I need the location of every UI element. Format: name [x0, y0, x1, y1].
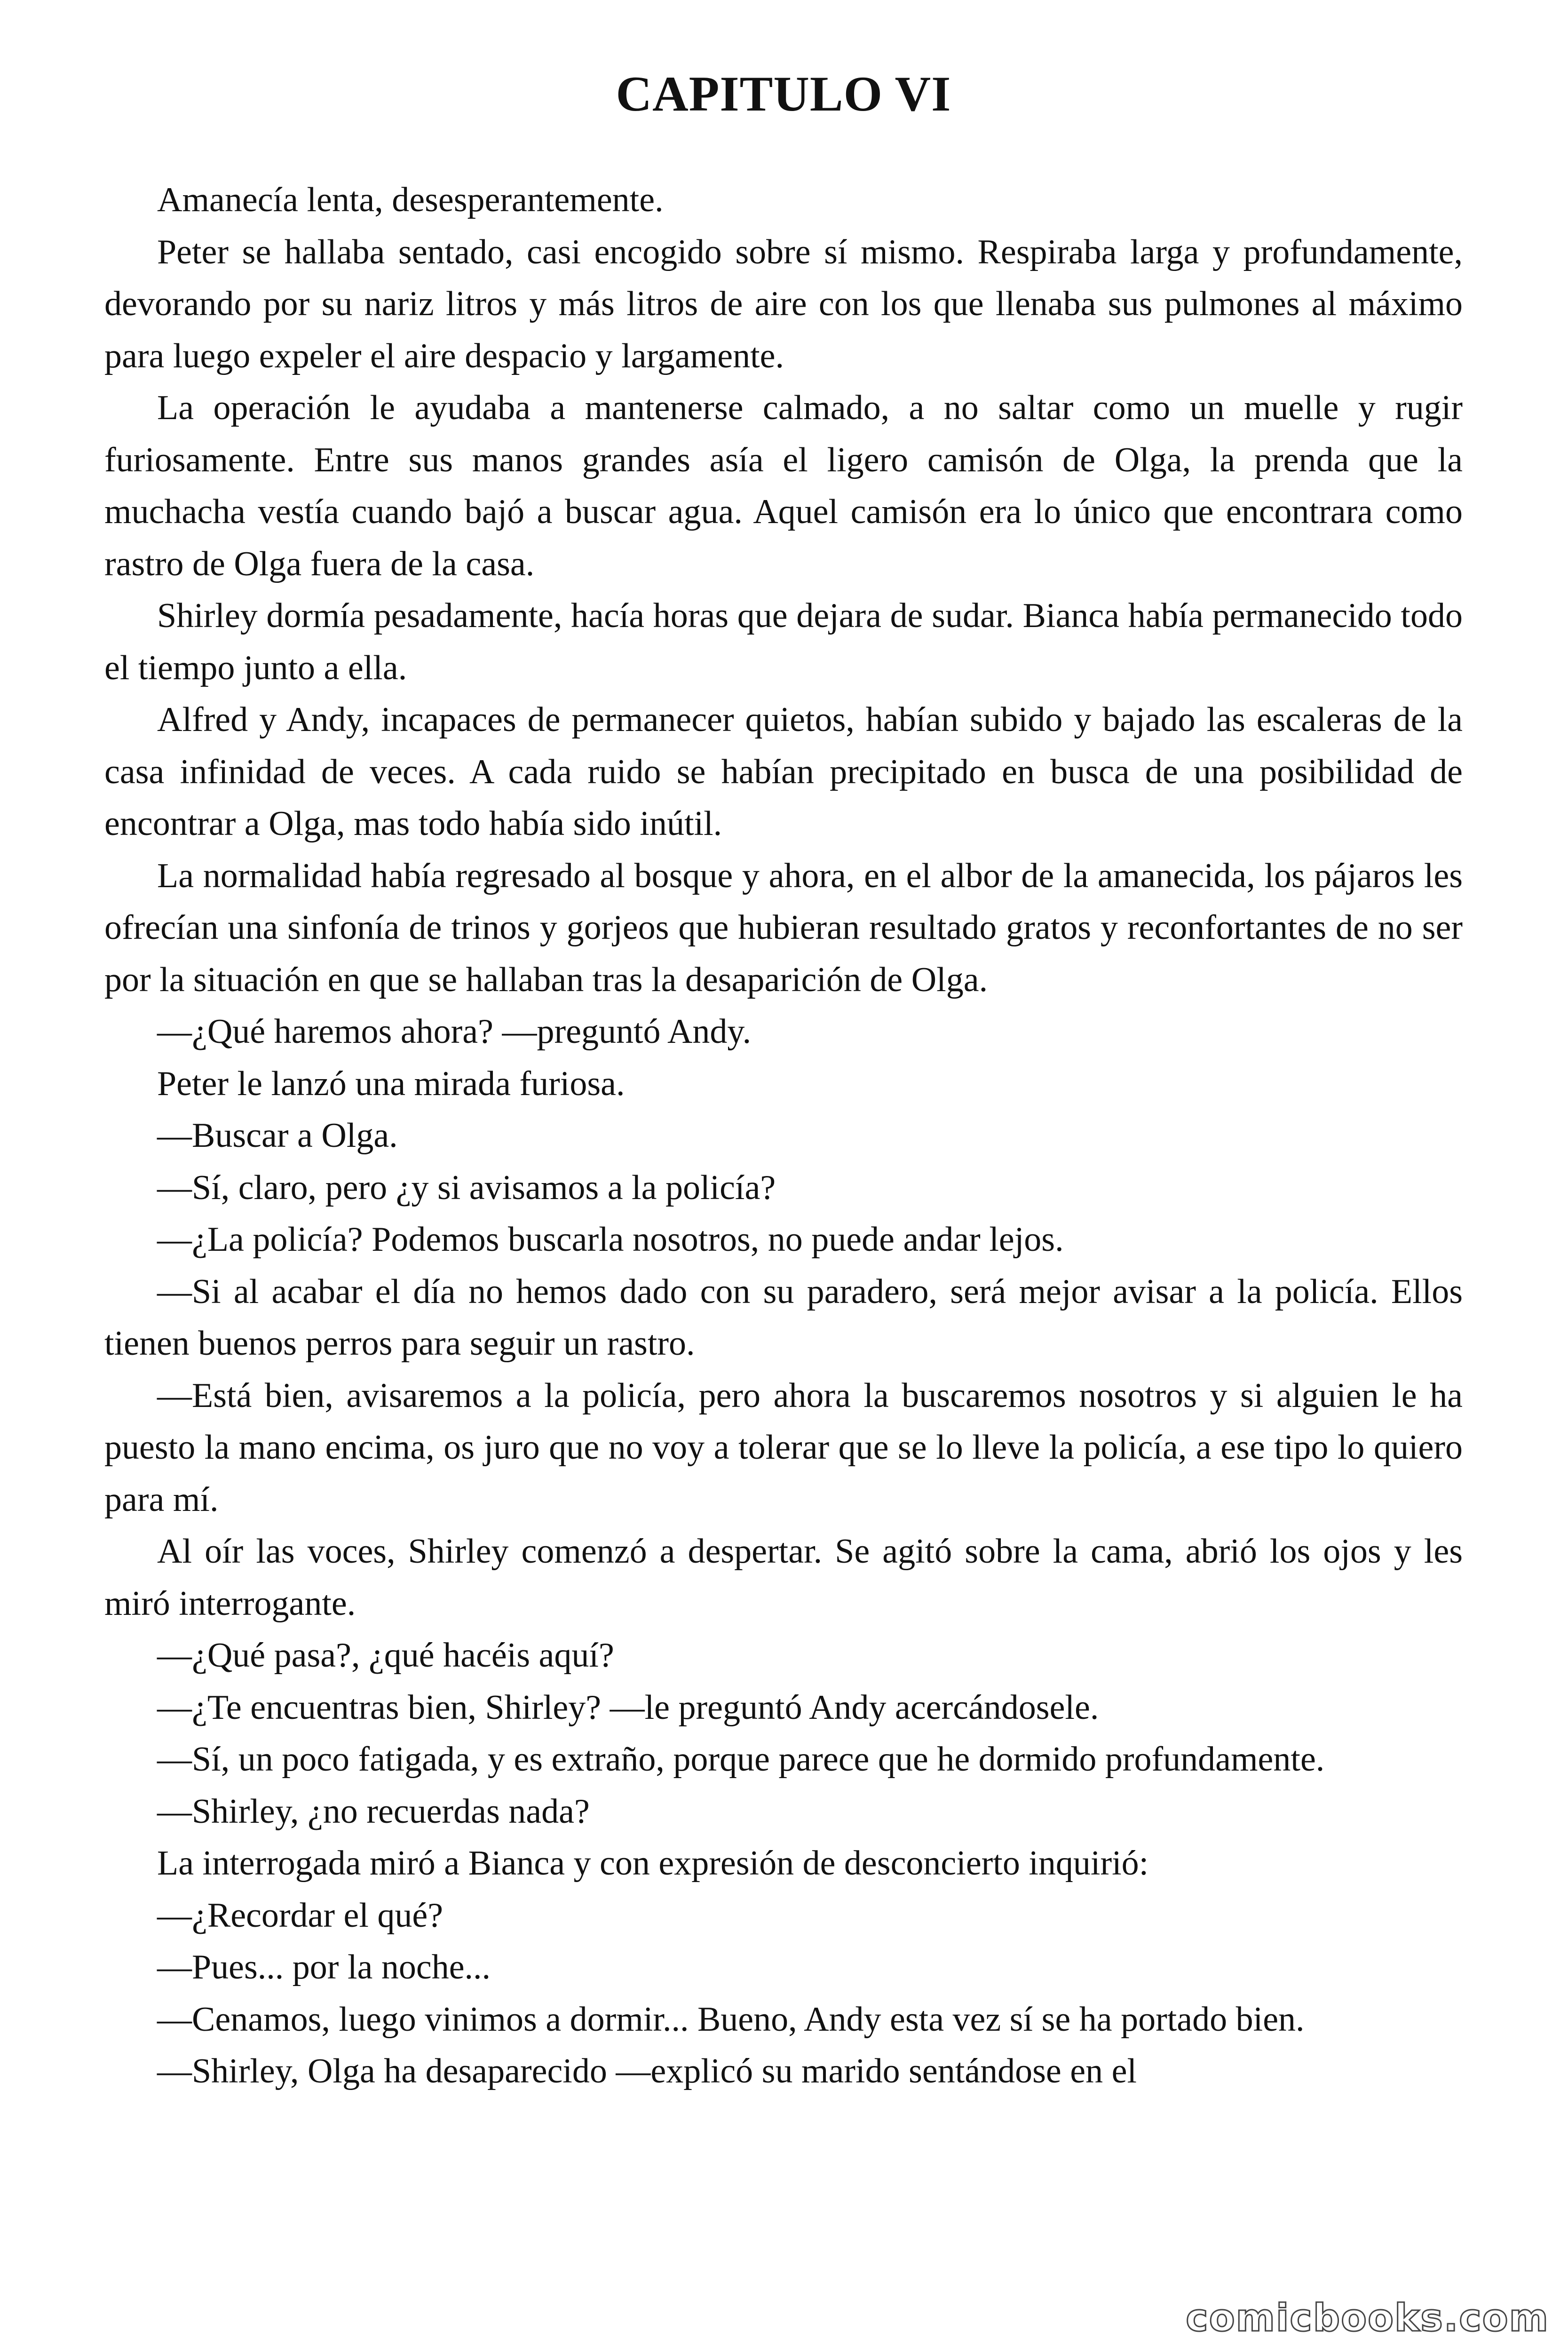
- book-page: [104, 61, 1463, 2098]
- paragraph: La normalidad había regresado al bosque y ahora, en el albor de la amanecida, los pájaros les ofrecían una sinfonía de trinos y gorjeos que hubieran resultado gratos y reconfortantes de no ser por la situación en que se hallaban tras la desaparición de Olga.: [104, 856, 1463, 999]
- paragraph: —¿Qué pasa?, ¿qué hacéis aquí?: [157, 1636, 614, 1675]
- paragraph: —¿Qué haremos ahora? —preguntó Andy.: [157, 1012, 752, 1051]
- paragraph: —Cenamos, luego vinimos a dormir... Bueno, Andy esta vez sí se ha portado bien.: [157, 2000, 1305, 2039]
- paragraph: —¿Te encuentras bien, Shirley? —le preguntó Andy acercándosele.: [157, 1688, 1099, 1727]
- watermark: comicbooks.com: [1186, 2296, 1549, 2340]
- paragraph: La interrogada miró a Bianca y con expresión de desconcierto inquirió:: [157, 1844, 1149, 1883]
- paragraph: Alfred y Andy, incapaces de permanecer quietos, habían subido y bajado las escaleras de la casa infinidad de veces. A cada ruido se habían precipitado en busca de una posibilidad de encontrar a Olga, mas todo había sido inútil.: [104, 700, 1463, 843]
- paragraph: —Sí, un poco fatigada, y es extraño, porque parece que he dormido profundamente.: [157, 1740, 1325, 1779]
- paragraph: —Shirley, Olga ha desaparecido —explicó su marido sentándose en el: [157, 2052, 1137, 2090]
- paragraph: —Está bien, avisaremos a la policía, pero ahora la buscaremos nosotros y si alguien le ha puesto la mano encima, os juro que no voy a tolerar que se lo lleve la policía, a ese tipo lo quiero para mí.: [104, 1376, 1463, 1519]
- paragraph: Shirley dormía pesadamente, hacía horas que dejara de sudar. Bianca había permanecido todo el tiempo junto a ella.: [104, 596, 1463, 687]
- paragraph: Peter se hallaba sentado, casi encogido sobre sí mismo. Respiraba larga y profundamente, devorando por su nariz litros y más litros de aire con los que llenaba sus pulmones al máximo para luego expeler el aire despacio y largamente.: [104, 232, 1463, 375]
- paragraph: La operación le ayudaba a mantenerse calmado, a no saltar como un muelle y rugir furiosamente. Entre sus manos grandes asía el ligero camisón de Olga, la prenda que la muchacha vestía cuando bajó a buscar agua. Aquel camisón era lo único que encontrara como rastro de Olga fuera de la casa.: [104, 389, 1463, 583]
- paragraph: —¿La policía? Podemos buscarla nosotros, no puede andar lejos.: [157, 1220, 1064, 1259]
- paragraph: —Si al acabar el día no hemos dado con su paradero, será mejor avisar a la policía. Ellos tienen buenos perros para seguir un rastro.: [104, 1272, 1463, 1363]
- paragraph: —Sí, claro, pero ¿y si avisamos a la policía?: [157, 1168, 776, 1207]
- paragraph: Amanecía lenta, desesperantemente.: [157, 181, 664, 219]
- paragraph: —Pues... por la noche...: [157, 1948, 491, 1986]
- chapter-title: CAPITULO VI: [616, 66, 951, 121]
- paragraph: —Shirley, ¿no recuerdas nada?: [157, 1792, 590, 1831]
- paragraph: Peter le lanzó una mirada furiosa.: [157, 1064, 625, 1103]
- paragraph: Al oír las voces, Shirley comenzó a despertar. Se agitó sobre la cama, abrió los ojos y les miró interrogante.: [104, 1532, 1463, 1623]
- chapter-body: [104, 174, 1463, 2098]
- paragraph: —Buscar a Olga.: [157, 1116, 398, 1155]
- paragraph: —¿Recordar el qué?: [157, 1896, 443, 1935]
